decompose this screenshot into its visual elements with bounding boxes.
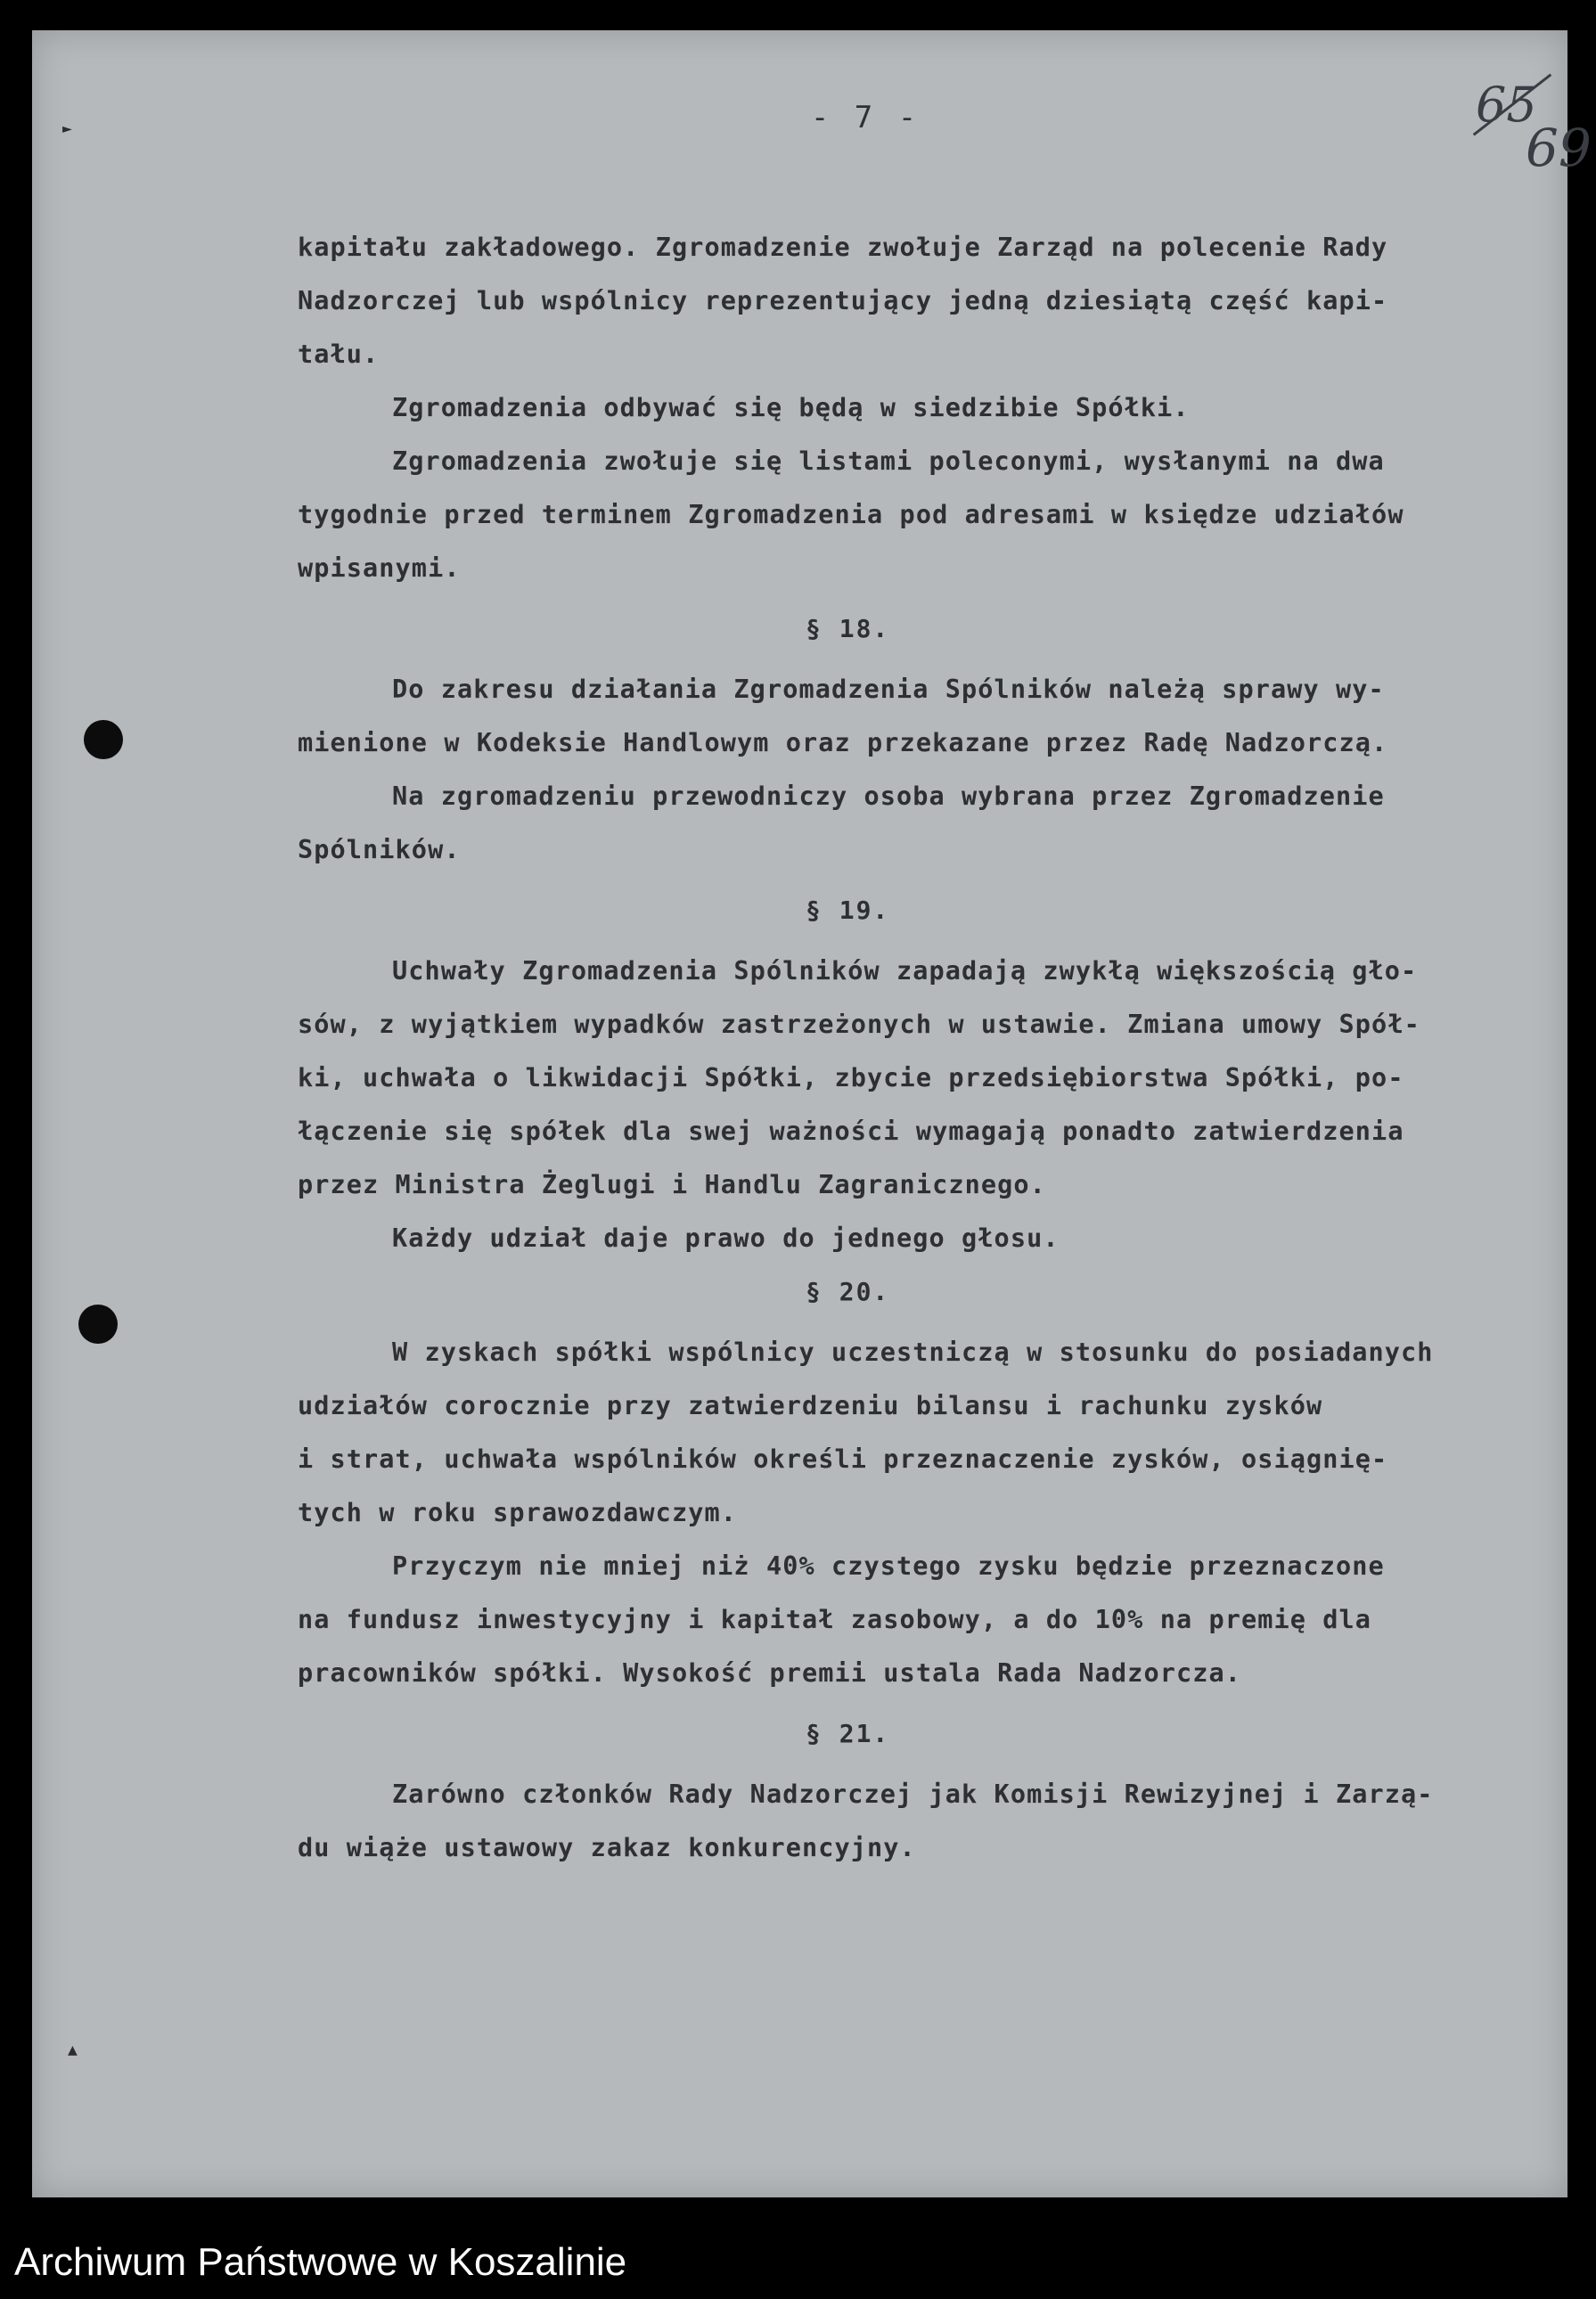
text-line: Zgromadzenia odbywać się będą w siedzibie Spółki. (392, 393, 1190, 422)
section-heading-20: § 20. (806, 1277, 890, 1306)
archive-label: Archiwum Państwowe w Koszalinie (14, 2240, 627, 2284)
punch-hole-top (84, 720, 123, 759)
text-line: wpisanymi. (298, 553, 461, 583)
text-line: tału. (298, 340, 380, 369)
document-page (32, 30, 1592, 2197)
text-line: Spólników. (298, 835, 461, 864)
text-line: i strat, uchwała wspólników określi przeznaczenie zysków, osiągnię- (298, 1444, 1388, 1474)
section-heading-19: § 19. (806, 896, 890, 925)
archive-caption-bar (0, 2233, 1596, 2299)
section-heading-18: § 18. (806, 614, 890, 643)
text-line: tych w roku sprawozdawczym. (298, 1498, 737, 1527)
text-line: udziałów corocznie przy zatwierdzeniu bilansu i rachunku zysków (298, 1391, 1323, 1420)
text-line: Każdy udział daje prawo do jednego głosu. (392, 1223, 1060, 1253)
punch-hole-bottom (78, 1305, 118, 1344)
text-line: kapitału zakładowego. Zgromadzenie zwołuje Zarząd na polecenie Rady (298, 233, 1388, 262)
text-line: pracowników spółki. Wysokość premii ustala Rada Nadzorcza. (298, 1658, 1241, 1688)
text-line: Na zgromadzeniu przewodniczy osoba wybrana przez Zgromadzenie (392, 781, 1385, 811)
intro-paragraphs (298, 221, 1596, 595)
text-line: Przyczym nie mniej niż 40% czystego zysku będzie przeznaczone (392, 1551, 1385, 1581)
section-18-body (298, 663, 1596, 877)
text-line: Zarówno członków Rady Nadzorczej jak Komisji Rewizyjnej i Zarzą- (392, 1779, 1434, 1809)
folio-new-number: 69 (1526, 118, 1592, 178)
text-line: W zyskach spółki wspólnicy uczestniczą w stosunku do posiadanych (392, 1338, 1434, 1367)
text-line: Do zakresu działania Zgromadzenia Spólników należą sprawy wy- (392, 675, 1385, 704)
section-19-body (298, 945, 1596, 1265)
text-line: mienione w Kodeksie Handlowym oraz przekazane przez Radę Nadzorczą. (298, 728, 1388, 757)
text-line: Nadzorczej lub wspólnicy reprezentujący jedną dziesiątą część kapi- (298, 286, 1388, 315)
margin-mark-top: ► (62, 119, 72, 138)
text-line: przez Ministra Żeglugi i Handlu Zagranicznego. (298, 1170, 1046, 1199)
text-line: łączenie się spółek dla swej ważności wymagają ponadto zatwierdzenia (298, 1117, 1404, 1146)
page-number: - 7 - (810, 100, 921, 135)
text-line: Uchwały Zgromadzenia Spólników zapadają zwykłą większością gło- (392, 956, 1418, 986)
margin-mark-bottom: ▲ (68, 2041, 78, 2059)
text-line: ki, uchwała o likwidacji Spółki, zbycie przedsiębiorstwa Spółki, po- (298, 1063, 1404, 1092)
text-line: na fundusz inwestycyjny i kapitał zasobowy, a do 10% na premię dla (298, 1605, 1372, 1634)
text-line: Zgromadzenia zwołuje się listami poleconymi, wysłanymi na dwa (392, 446, 1385, 476)
folio-annotation (1458, 77, 1592, 178)
text-line: tygodnie przed terminem Zgromadzenia pod adresami w księdze udziałów (298, 500, 1404, 529)
text-line: du wiąże ustawowy zakaz konkurencyjny. (298, 1833, 916, 1862)
document-body (298, 221, 1596, 1875)
folio-old-number: 65 (1476, 77, 1537, 133)
section-21-body (298, 1768, 1596, 1875)
section-20-body (298, 1326, 1596, 1700)
section-heading-21: § 21. (806, 1719, 890, 1748)
text-line: sów, z wyjątkiem wypadków zastrzeżonych w ustawie. Zmiana umowy Spół- (298, 1010, 1420, 1039)
